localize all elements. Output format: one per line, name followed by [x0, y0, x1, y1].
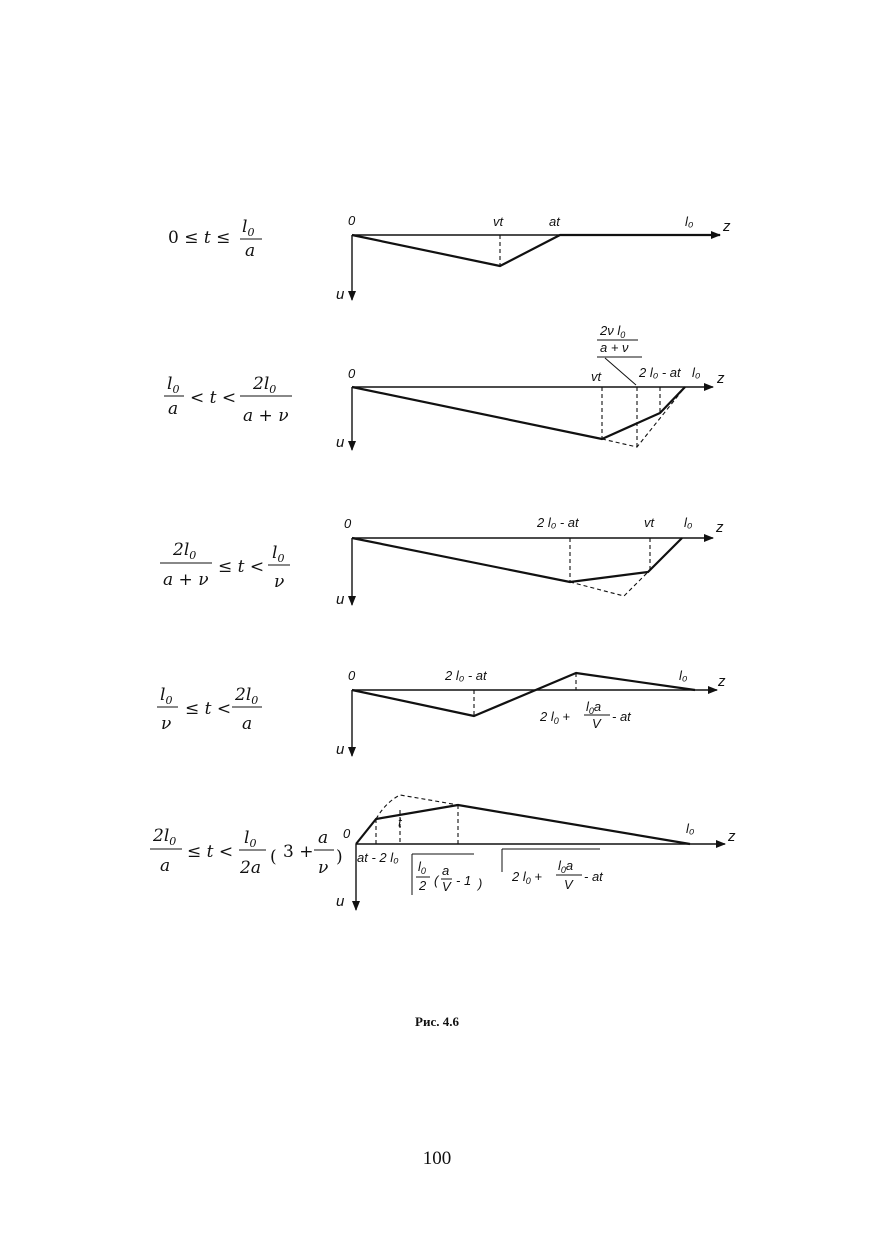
svg-text:2l0: $2l_0$ — [173, 540, 197, 562]
panel-3-z-label: z — [716, 519, 724, 536]
panel-5-label-at-2l0: at - 2 l₀ — [357, 850, 399, 865]
panel-5-displacement-curve — [356, 805, 690, 844]
panel-5-bracket-1 — [412, 854, 482, 895]
svg-text:ν: ν — [318, 858, 329, 878]
panel-1-label-l0: l₀ — [685, 214, 694, 229]
panel-1-u-label: u — [336, 286, 345, 303]
panel-4-lower-label — [539, 699, 632, 731]
panel-3-u-label: u — [336, 591, 345, 608]
panel-2-origin: 0 — [348, 366, 356, 381]
svg-text:2 l0 +: 2 $l_0$ + — [540, 709, 570, 726]
svg-text:≤ t <: ≤ t < — [185, 699, 232, 719]
svg-text:≤ t <: ≤ t < — [187, 842, 234, 862]
svg-text:2a: 2a — [240, 858, 261, 878]
svg-text:l0: $l_0$ — [160, 685, 173, 707]
svg-text:ν: ν — [161, 714, 172, 734]
svg-text:V: V — [592, 716, 601, 731]
svg-text:(: ( — [434, 873, 439, 888]
svg-text:a + ν: a + ν — [243, 406, 289, 426]
svg-text:V: V — [442, 879, 451, 894]
svg-text:l0: $l_0$ — [418, 859, 426, 876]
svg-text:l0: $l_0$ — [244, 828, 257, 850]
svg-text:a + ν: a + ν — [600, 340, 629, 355]
panel-1-displacement-curve — [352, 235, 720, 266]
svg-text:2: 2 — [419, 878, 427, 893]
svg-text:a + ν: a + ν — [163, 570, 209, 590]
panel-3 — [160, 515, 724, 608]
svg-text:a: a — [160, 856, 171, 876]
panel-4-z-label: z — [718, 673, 726, 690]
panel-2 — [164, 323, 725, 451]
panel-1-label-at: at — [549, 214, 560, 229]
page-number: 100 — [422, 1148, 452, 1169]
panel-2-label-l0: l₀ — [692, 365, 701, 380]
panel-1-label-vt: vt — [493, 214, 504, 229]
panel-4-condition — [157, 685, 262, 734]
svg-text:3 +: 3 + — [283, 842, 314, 862]
panel-4 — [157, 668, 726, 758]
svg-text:V: V — [564, 877, 573, 892]
panel-5-bracket-2 — [502, 849, 604, 892]
panel-2-displacement-curve — [352, 387, 685, 439]
panel-3-label-vt: vt — [644, 515, 655, 530]
panel-1 — [168, 213, 731, 303]
svg-text:< t <: < t < — [190, 388, 237, 408]
svg-text:l0: $l_0$ — [272, 543, 285, 565]
panel-5-z-label: z — [728, 828, 736, 845]
svg-text:0 ≤ t ≤: 0 ≤ t ≤ — [168, 228, 231, 248]
panel-2-z-label: z — [717, 370, 725, 387]
panel-2-label-vt: vt — [591, 369, 602, 384]
panel-4-label-l0: l₀ — [679, 668, 688, 683]
panel-2-label-2l0-at: 2 l₀ - at — [639, 365, 681, 380]
svg-text:2l0: $2l_0$ — [153, 826, 177, 848]
svg-text:2 l0 +: 2 $l_0$ + — [512, 869, 542, 886]
panel-1-condition — [168, 217, 262, 261]
svg-text:2ν l0: 2ν $l_0$ — [600, 323, 626, 340]
panel-2-reference-curve — [602, 387, 685, 447]
panel-3-label-l0: l₀ — [684, 515, 693, 530]
panel-5-label-t: t — [398, 815, 402, 830]
panel-3-label-2l0-at: 2 l₀ - at — [537, 515, 579, 530]
panel-2-u-label: u — [336, 434, 345, 451]
svg-text:l0: $l_0$ — [167, 374, 180, 396]
svg-text:(: ( — [270, 847, 277, 867]
panel-5-u-label: u — [336, 893, 345, 910]
svg-text:l0: $l_0$ — [242, 217, 255, 239]
svg-text:): ) — [336, 847, 343, 867]
svg-text:): ) — [478, 876, 483, 891]
svg-text:a: a — [245, 241, 256, 261]
panel-5 — [150, 795, 736, 910]
svg-text:a: a — [242, 714, 253, 734]
panel-3-origin: 0 — [344, 516, 352, 531]
panel-3-reference-curve — [570, 538, 682, 596]
panel-4-label-2l0-at: 2 l₀ - at — [445, 668, 487, 683]
panel-5-label-l0: l₀ — [686, 821, 695, 836]
panel-5-origin: 0 — [343, 826, 351, 841]
panel-2-fraction-label — [597, 323, 642, 385]
svg-text:≤ t <: ≤ t < — [218, 557, 265, 577]
svg-text:2l0: $2l_0$ — [235, 685, 259, 707]
panel-3-condition — [160, 540, 290, 592]
svg-text:- 1: - 1 — [456, 873, 472, 888]
svg-text:ν: ν — [274, 572, 285, 592]
svg-text:a: a — [168, 399, 179, 419]
svg-text:2l0: $2l_0$ — [253, 374, 277, 396]
svg-text:- at: - at — [612, 709, 631, 724]
svg-text:l0a: $l_0a$ — [586, 699, 602, 716]
panel-1-z-label: z — [723, 218, 731, 235]
figure-caption: Рис. 4.6 — [415, 1014, 459, 1029]
svg-text:- at: - at — [584, 869, 603, 884]
panel-3-displacement-curve — [352, 538, 682, 582]
panel-5-condition — [150, 826, 343, 878]
svg-text:a: a — [442, 863, 450, 878]
svg-text:a: a — [318, 828, 329, 848]
panel-2-condition — [164, 374, 292, 426]
panel-4-displacement-curve — [352, 673, 695, 716]
panel-4-u-label: u — [336, 741, 345, 758]
panel-4-origin: 0 — [348, 668, 356, 683]
panel-1-origin: 0 — [348, 213, 356, 228]
svg-text:l0a: $l_0a$ — [558, 858, 574, 875]
